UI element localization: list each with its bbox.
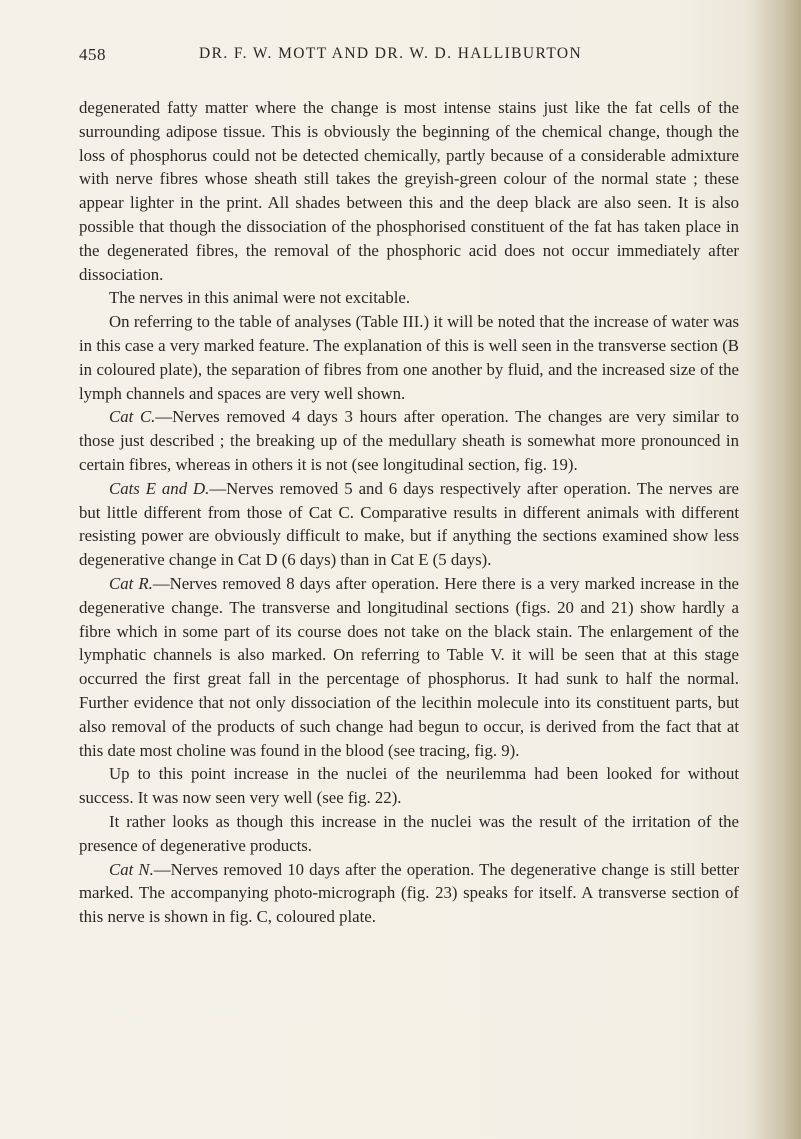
paragraph-neurilemma — [79, 762, 739, 810]
paragraph-text: —Nerves removed 4 days 3 hours after operation. The changes are very similar to those just described ; the breaking up of the medullary sheath is somewhat more pronounced in certain fibres, whereas in others it is not (see longitudinal section, fig. 19). — [79, 407, 739, 474]
paragraph-text: —Nerves removed 5 and 6 days respectively after operation. The nerves are but little different from those of Cat C. Comparative results in different animals with different resisting power are obviously difficult to make, but if anything the sections examined show less degenerative change in Cat D (6 days) than in Cat E (5 days). — [79, 478, 739, 570]
paragraph-text: —Nerves removed 10 days after the operation. The degenerative change is still better marked. The accompanying photo-micrograph (fig. 23) speaks for itself. A transverse section of this nerve is shown in fig. C, coloured plate. — [79, 859, 739, 927]
paragraph-cat-n — [79, 858, 739, 929]
paragraph-lead: Cat R. — [109, 573, 153, 593]
paragraph-text: degenerated fatty matter where the change is most intense stains just like the fat cells of the surrounding adipose tissue. This is obviously the beginning of the chemical change, though the loss of phosphorus could not be detected chemically, partly because of a considerable admixture with nerve fibres whose sheath still takes the greyish-green colour of the normal state ; these appear lighter in the print. All shades between this and the deep black are also seen. It is also possible that though the dissociation of the phosphorised constituent of the fat has taken place in the degenerated fibres, the removal of the phosphoric acid does not occur immediately after dissociation. — [79, 98, 739, 284]
paragraph-cats-e-d — [79, 477, 739, 572]
paragraph-table-analyses — [79, 310, 739, 405]
paragraph-text: —Nerves removed 8 days after operation. Here there is a very marked increase in the degenerative change. The transverse and longitudinal sections (figs. 20 and 21) show hardly a fibre which in some part of its course does not take on the black stain. The enlargement of the lymphatic channels is also marked. On referring to Table V. it will be seen that at this stage occurred the first great fall in the percentage of phosphorus. It had sunk to half the normal. Further evidence that not only dissociation of the lecithin molecule into its constituent parts, but also removal of the products of such change had begun to occur, is derived from the fact that at this date most choline was found in the blood (see tracing, fig. 9). — [79, 573, 739, 760]
paragraph-text: The nerves in this animal were not excitable. — [109, 288, 411, 308]
paragraph-text: On referring to the table of analyses (Table III.) it will be noted that the increase of water was in this case a very marked feature. The explanation of this is well seen in the transverse section (B in coloured plate), the separation of fibres from one another by fluid, and the increased size of the lymph channels and spaces are very well shown. — [79, 312, 739, 403]
body-text — [79, 96, 739, 929]
paragraph-cat-c — [79, 405, 739, 476]
paragraph-excitability — [79, 286, 739, 310]
paragraph-lead: Cat N. — [109, 859, 154, 879]
page-edge-shadow — [755, 0, 801, 1139]
paragraph-lead: Cats E and D. — [109, 478, 210, 498]
page-number: 458 — [79, 45, 106, 64]
page-header — [79, 45, 739, 69]
paragraph-cat-r — [79, 572, 739, 762]
running-head: DR. F. W. MOTT AND DR. W. D. HALLIBURTON — [199, 45, 583, 62]
paragraph-text: Up to this point increase in the nuclei of the neurilemma had been looked for without success. It was now seen very well (see fig. 22). — [79, 764, 739, 808]
paragraph-text: It rather looks as though this increase in the nuclei was the result of the irritation of the presence of degenerative products. — [79, 811, 739, 855]
paragraph-continuation — [79, 96, 739, 286]
paragraph-irritation — [79, 810, 739, 858]
paragraph-lead: Cat C. — [109, 407, 156, 427]
